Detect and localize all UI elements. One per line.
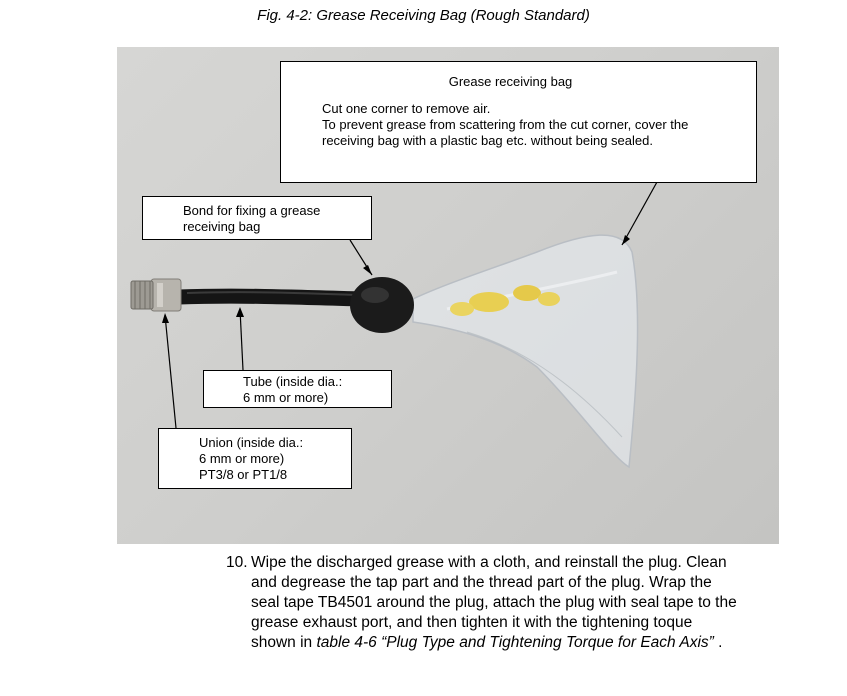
leader-line-bag [622,182,657,245]
callout-line: Cut one corner to remove air. [322,101,491,116]
grease-blob [513,285,541,301]
step-line: seal tape TB4501 around the plug, attach the plug with seal tape to the [251,594,737,611]
callout-line: PT3/8 or PT1/8 [199,467,288,482]
bond-tape [350,277,414,333]
step-line: grease exhaust port, and then tighten it with the tightening toque [251,614,693,631]
callout-line: receiving bag with a plastic bag etc. without being sealed. [322,133,653,148]
table-reference-link[interactable]: table 4-6 “Plug Type and Tightening Torque for Each Axis” [316,634,714,651]
step-line: Wipe the discharged grease with a cloth, and reinstall the plug. Clean [251,554,727,571]
leader-line-union [165,315,176,428]
callout-line: 6 mm or more) [243,390,329,405]
grease-blob [538,292,560,306]
callout-line: Bond for fixing a grease [183,203,321,218]
callout-line: Union (inside dia.: [199,435,304,450]
step-line-last [251,633,737,653]
black-tube [179,296,362,299]
callout-tube [203,370,392,408]
callout-line: receiving bag [183,219,261,234]
step-text [251,553,737,653]
callout-line: 6 mm or more) [199,451,285,466]
callout-line: Tube (inside dia.: [243,374,343,389]
figure-caption: Fig. 4-2: Grease Receiving Bag (Rough Standard) [257,7,590,24]
grease-blob [469,292,509,312]
step-line: and degrease the tap part and the thread part of the plug. Wrap the [251,574,712,591]
grease-blob [450,302,474,316]
callout-line: To prevent grease from scattering from the cut corner, cover the [322,117,689,132]
plastic-bag [413,235,638,467]
callout-bond [142,196,372,240]
callout-grease-receiving-bag [280,61,757,183]
callout-union [158,428,352,489]
step-number: 10. [226,554,248,571]
step-text-prefix: shown in [251,634,317,651]
union-fitting [151,279,181,311]
step-text-suffix: . [713,634,723,651]
leader-line-tube [240,309,243,370]
callout-title: Grease receiving bag [448,74,573,89]
